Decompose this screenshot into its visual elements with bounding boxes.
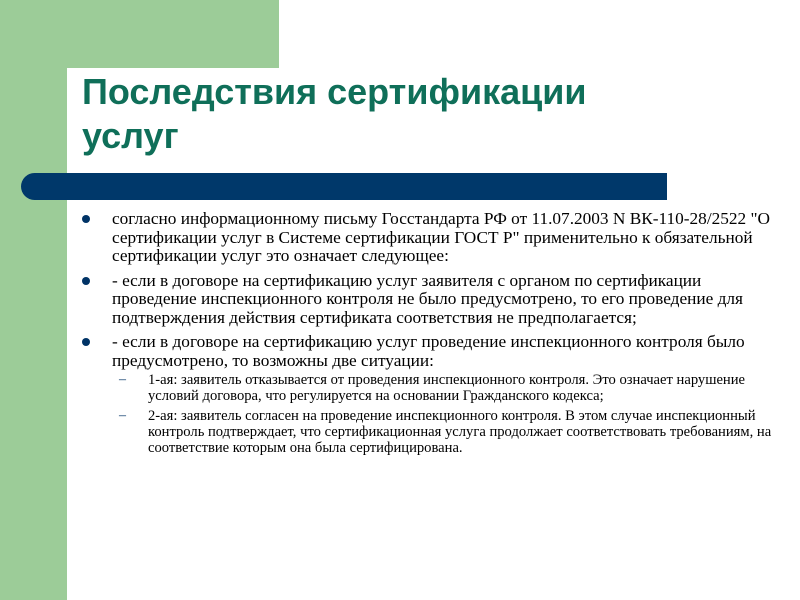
bullet-dot-icon	[82, 215, 90, 223]
slide-content	[82, 210, 790, 462]
sub-item-applicant-agrees	[112, 408, 790, 456]
bullet-item-letter-reference	[82, 210, 790, 266]
dash-marker-icon: –	[119, 408, 126, 423]
bullet-text: - если в договоре на сертификацию услуг проведение инспекционного контроля было предусмотрено, то возможны две ситуации:	[112, 332, 745, 370]
sub-list	[112, 372, 790, 456]
slide-title: Последствия сертификации услуг	[82, 71, 587, 156]
bullet-item-control-not-provided	[82, 272, 790, 328]
sub-item-text: 1-ая: заявитель отказывается от проведения инспекционного контроля. Это означает нарушение условий договора, что регулируется на основании Гражданского кодекса;	[148, 372, 746, 404]
sub-item-text: 2-ая: заявитель согласен на проведение инспекционного контроля. В этом случае инспекционный контроль подтверждает, что сертификационная услуга продолжает соответствовать требованиям, на соответствие которым она была сертифицирована.	[148, 408, 772, 456]
bullet-text: - если в договоре на сертификацию услуг заявителя с органом по сертификации проведение инспекционного контроля не было предусмотрено, то его проведение для подтверждения действия сертификата соответствия не предполагается;	[112, 270, 744, 327]
dash-marker-icon: –	[119, 372, 126, 387]
left-accent-bar	[0, 0, 67, 600]
bullet-item-control-provided	[82, 333, 790, 456]
sub-item-applicant-refuses	[112, 372, 790, 404]
bullet-dot-icon	[82, 338, 90, 346]
bullet-dot-icon	[82, 277, 90, 285]
title-underline-bar	[21, 173, 667, 200]
bullet-text: согласно информационному письму Госстандарта РФ от 11.07.2003 N ВК-110-28/2522 "О сертификации услуг в Системе сертификации ГОСТ Р" применительно к обязательной сертификации услуг это означает следующее:	[112, 209, 771, 265]
top-accent-block	[0, 0, 279, 68]
